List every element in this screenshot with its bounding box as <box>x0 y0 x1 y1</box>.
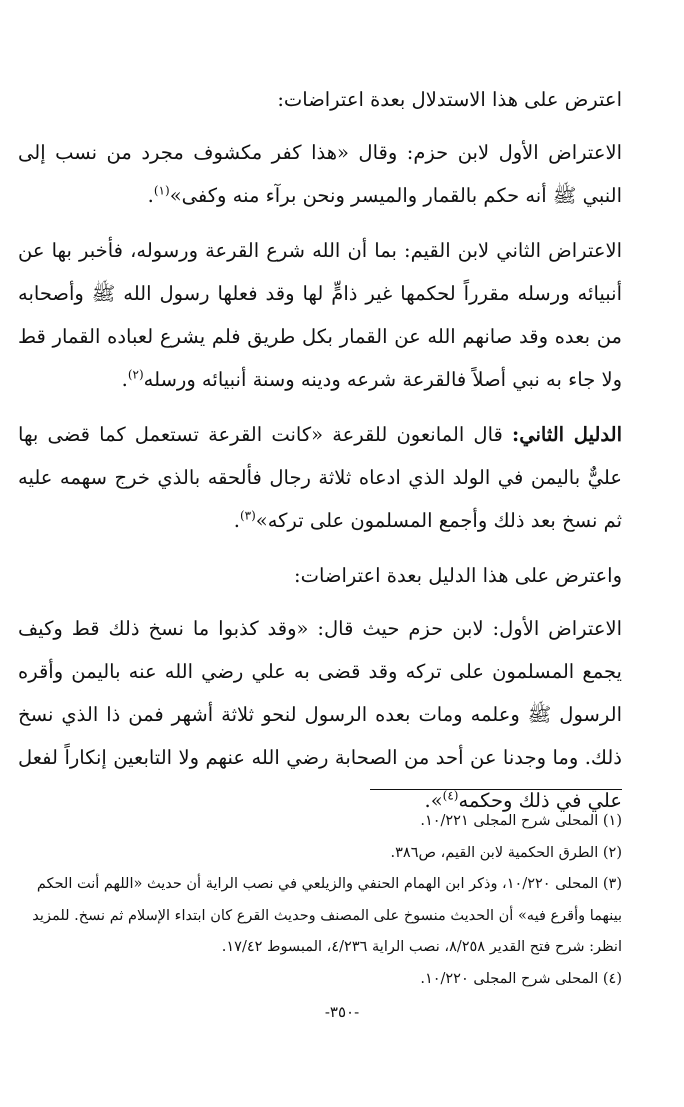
paragraph-first-objection: الاعتراض الأول: لابن حزم حيث قال: «وقد كذبوا ما نسخ ذلك قط وكيف يجمع المسلمون على تركه وقد قضى به علي رضي الله عنه باليمن وأقره الرسول ﷺ وعلمه ومات بعده الرسول لنحو ثلاثة أشهر فمن ذا الذي نسخ ذلك. وما وجدنا عن أحد من الصحابة رضي الله عنهم ولا التابعين إنكاراً لفعل علي في ذلك وحكمه$^{(٤)}$». <box>18 617 622 812</box>
paragraph-second-evidence: الدليل الثاني: قال المانعون للقرعة «كانت القرعة تستعمل كما قضى بها عليٌّ باليمن في الولد الذي ادعاه ثلاثة رجال فألحقه بالذي خرج سهمه عليه ثم نسخ بعد ذلك وأجمع المسلمون على تركه»$^{(٣)}$. <box>18 423 622 532</box>
footnotes <box>18 806 622 995</box>
footnote-divider <box>370 789 622 790</box>
footnote-3: (٣) المحلى ١٠/٢٢٠، وذكر ابن الهمام الحنفي والزيلعي في نصب الراية أن حديث «اللهم أنت الحكم بينهما وأقرع فيه» أن الحديث منسوخ على المصنف وحديث القرع كان ابتداء الإسلام ثم نسخ. للمزيد انظر: شرح فتح القدير ٨/٢٥٨، نصب الراية ٤/٢٣٦، المبسوط ١٧/٤٢. <box>32 876 622 955</box>
footnote-ref: (٣) <box>239 508 256 523</box>
main-text <box>18 78 622 834</box>
footnote-ref: (٢) <box>127 367 144 382</box>
paragraph-text: الاعتراض الأول لابن حزم: وقال «هذا كفر مكشوف مجرد من نسب إلى النبي ﷺ أنه حكم بالقمار والميسر ونحن برآء منه وكفى» <box>18 141 622 207</box>
paragraph-text: قال المانعون للقرعة «كانت القرعة تستعمل كما قضى بها عليٌّ باليمن في الولد الذي ادعاه ثلاثة رجال فألحقه بالذي خرج سهمه عليه ثم نسخ بعد ذلك وأجمع المسلمون على تركه» <box>18 423 622 532</box>
footnote-ref: (٤) <box>442 788 459 803</box>
footnote-ref: (١) <box>153 183 170 198</box>
closing-quote: » <box>430 789 443 812</box>
paragraph-text: الاعتراض الأول: لابن حزم حيث قال: «وقد كذبوا ما نسخ ذلك قط وكيف يجمع المسلمون على تركه وقد قضى به علي رضي الله عنه باليمن وأقره الرسول ﷺ وعلمه ومات بعده الرسول لنحو ثلاثة أشهر فمن ذا الذي نسخ ذلك. وما وجدنا عن أحد من الصحابة رضي الله عنهم ولا التابعين إنكاراً لفعل علي في ذلك وحكمه <box>18 617 622 812</box>
section-label: الدليل الثاني: <box>512 423 622 446</box>
footnote-4: (٤) المحلى شرح المجلى ١٠/٢٢٠. <box>420 970 622 987</box>
paragraph-text: الاعتراض الثاني لابن القيم: بما أن الله شرع القرعة ورسوله، فأخبر بها عن أنبيائه ورسله مقرراً لحكمها غير ذامٍّ لها وقد فعلها رسول الله ﷺ وأصحابه من بعده وقد صانهم الله عن القمار بكل طريق فلم يشرع لعباده القمار قط ولا جاء به نبي أصلاً فالقرعة شرعه ودينه وسنة أنبيائه ورسله <box>18 239 622 391</box>
footnote-2: (٢) الطرق الحكمية لابن القيم، ص٣٨٦. <box>390 844 622 861</box>
footnote-1: (١) المحلى شرح المجلى ١٠/٢٢١. <box>420 813 622 829</box>
paragraph-text: واعترض على هذا الدليل بعدة اعتراضات: <box>294 564 622 587</box>
paragraph-intro <box>18 78 622 121</box>
page-number: -٣٥٠- <box>324 1003 360 1021</box>
paragraph-text: اعترض على هذا الاستدلال بعدة اعتراضات: <box>277 88 622 111</box>
paragraph-objection-ibn-qayyim: الاعتراض الثاني لابن القيم: بما أن الله شرع القرعة ورسوله، فأخبر بها عن أنبيائه ورسله مقرراً لحكمها غير ذامٍّ لها وقد فعلها رسول الله ﷺ وأصحابه من بعده وقد صانهم الله عن القمار بكل طريق فلم يشرع لعباده القمار قط ولا جاء به نبي أصلاً فالقرعة شرعه ودينه وسنة أنبيائه ورسله$^{(٢)}$. <box>18 239 622 391</box>
paragraph-objection-ibn-hazm: الاعتراض الأول لابن حزم: وقال «هذا كفر مكشوف مجرد من نسب إلى النبي ﷺ أنه حكم بالقمار والميسر ونحن برآء منه وكفى»$^{(١)}$. <box>18 141 622 207</box>
paragraph-objections-intro <box>18 554 622 597</box>
